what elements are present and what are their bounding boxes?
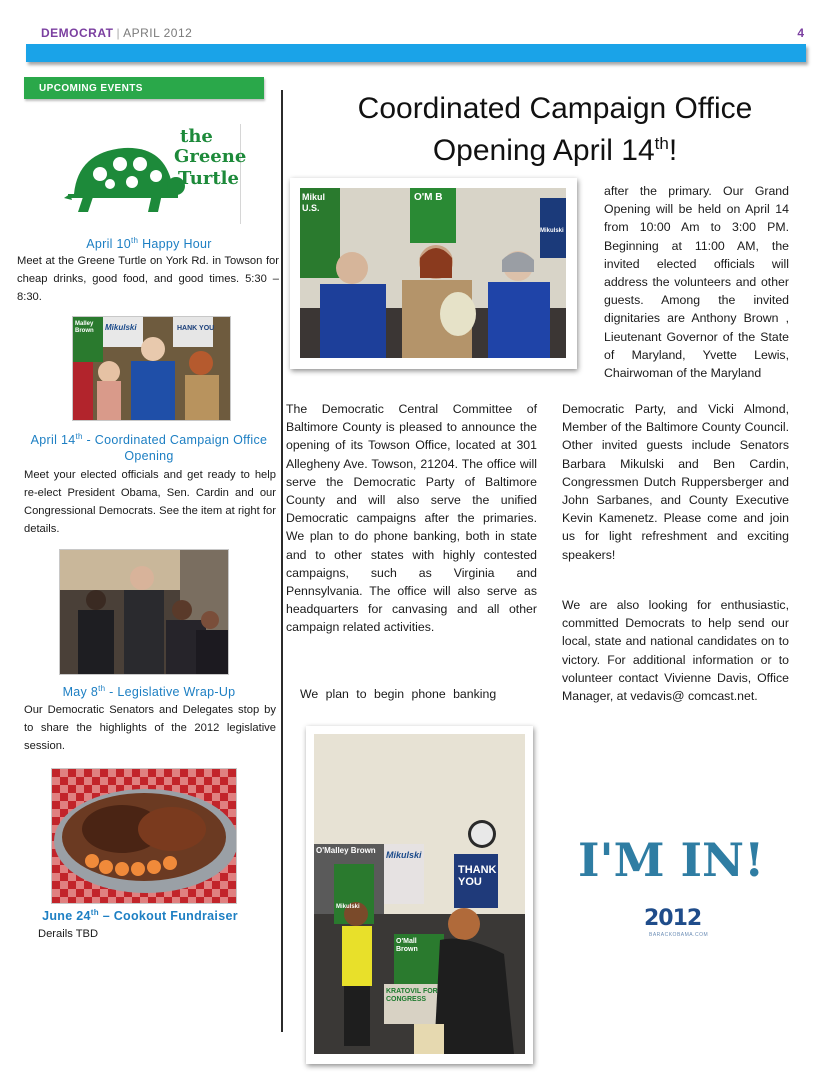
photo-cookout-platter <box>51 768 237 904</box>
logo-word-the: the <box>180 126 213 147</box>
article-column-2-top: after the primary. Our Grand Opening will be held on April 14 from 10:00 Am to 3:00 PM. Beginning at 11:00 AM, the invited elected officials will address the volunteers and other guests. Among the invited dignitaries are Anthony Brown , Lieutenant Governor of the State of Maryland, Yvette Lewis, Chairwoman of the Maryland <box>604 184 789 381</box>
event-description-cookout-fundraiser: Derails TBD <box>38 928 99 940</box>
event-title-cookout-fundraiser <box>24 908 256 924</box>
im-in-slogan: I'M IN! <box>578 833 765 887</box>
event-date: April 14 <box>30 433 76 447</box>
article-column-2-middle: Democratic Party, and Vicki Almond, Member of the Baltimore County Council. Other invited guests include Senators Barbara Mikulski and Ben Cardin, Congressmen Dutch Ruppersberger and John Sarbanes, and County Executive Kevin Kamenetz. Please come and join us for light refreshment and exciting speakers! <box>562 402 789 562</box>
logo-word-greene: Greene <box>174 146 247 167</box>
logo-word-turtle: Turtle <box>178 168 239 189</box>
photo-legislative-group <box>59 549 229 675</box>
event-name: Happy Hour <box>138 237 212 251</box>
date-suffix: th <box>98 683 106 693</box>
photo-sign-omalley: Malley Brown <box>75 321 94 334</box>
date-suffix: th <box>131 235 139 245</box>
date-suffix: th <box>90 907 99 917</box>
event-date: April 10 <box>86 237 132 251</box>
sign-mikulski-side: Mikulski <box>336 904 360 910</box>
sign-omalley: O'M B <box>414 192 443 203</box>
headline-date: Opening April 14 <box>432 134 655 167</box>
column-divider <box>281 90 283 1032</box>
event-title-happy-hour <box>18 236 280 252</box>
issue-date: APRIL 2012 <box>123 26 193 40</box>
sign-omall-brown: O'Mall Brown <box>396 938 418 953</box>
article-column-1: The Democratic Central Committee of Baltimore County is pleased to announce the opening of its Towson Office, located at 301 Allegheny Ave. Towson, 21204. The office will serve the Democratic Party of Baltimore County and will also serve the unified Democratic campaigns after the primaries. We plan to do phone banking, both in state and to other states with highly contested campaigns, such as Virginia and Pennsylvania. The office will also serve as headquarters for canvasing and all other campaign related activities. <box>286 402 537 635</box>
masthead <box>41 26 192 40</box>
event-title-office-opening <box>18 432 280 464</box>
sign-mikulski-top: Mikulski <box>386 850 422 860</box>
sign-kratovil: KRATOVIL FOR CONGRESS <box>386 988 438 1003</box>
photo-office-group <box>72 316 231 421</box>
obama-2012-logo: 2012 <box>644 906 702 931</box>
event-description-happy-hour: Meet at the Greene Turtle on York Rd. in Towson for cheap drinks, good food, and good times. 5:30 – 8:30. <box>17 255 279 303</box>
event-name: - Legislative Wrap-Up <box>105 685 236 699</box>
event-date: May 8 <box>62 685 99 699</box>
sign-thank-you: THANK YOU <box>458 864 497 888</box>
page-number: 4 <box>797 26 804 40</box>
photo-volunteer-signing <box>306 726 533 1064</box>
event-title-legislative-wrap-up <box>18 684 280 700</box>
event-description-legislative-wrap-up: Our Democratic Senators and Delegates stop by to share the highlights of the 2012 legislative session. <box>24 704 276 752</box>
sign-mikul: Mikul U.S. <box>302 192 326 213</box>
headline-date-suffix: th <box>654 134 669 153</box>
header-bar <box>26 44 806 62</box>
upcoming-events-heading: UPCOMING EVENTS <box>24 77 264 99</box>
headline-line-2 <box>300 130 810 172</box>
photo-seated-volunteers <box>290 178 577 369</box>
article-column-2-bottom: We are also looking for enthusiastic, committed Democrats to help send our local, state and national candidates on to victory. For additional information or to volunteer contact Vivienne Davis, Office Manager, at vedavis@ comcast.net. <box>562 598 789 704</box>
campaign-url: BARACKOBAMA.COM <box>649 932 709 938</box>
masthead-separator: | <box>116 26 121 40</box>
sign-mikulski: Mikulski <box>540 228 564 234</box>
greene-turtle-logo <box>64 124 247 224</box>
event-date: June 24 <box>42 909 91 923</box>
article-headline <box>300 88 810 172</box>
headline-exclamation: ! <box>668 134 678 167</box>
event-name: – Cookout Fundraiser <box>98 909 238 923</box>
sign-omalley-brown: O'Malley Brown <box>316 846 376 855</box>
photo-sign-thankyou: HANK YOU <box>177 325 215 332</box>
event-name: - Coordinated Campaign Office Opening <box>82 433 268 463</box>
event-description-office-opening: Meet your elected officials and get ready to help re-elect President Obama, Sen. Cardin and our Congressional Democrats. See the item at right for details. <box>24 469 276 535</box>
date-suffix: th <box>75 431 83 441</box>
photo-sign-mikulski: Mikulski <box>105 323 137 332</box>
article-column-1-continued: We plan to begin phone banking <box>300 687 497 701</box>
newsletter-name: DEMOCRAT <box>41 26 114 40</box>
headline-line-1: Coordinated Campaign Office <box>357 92 753 125</box>
